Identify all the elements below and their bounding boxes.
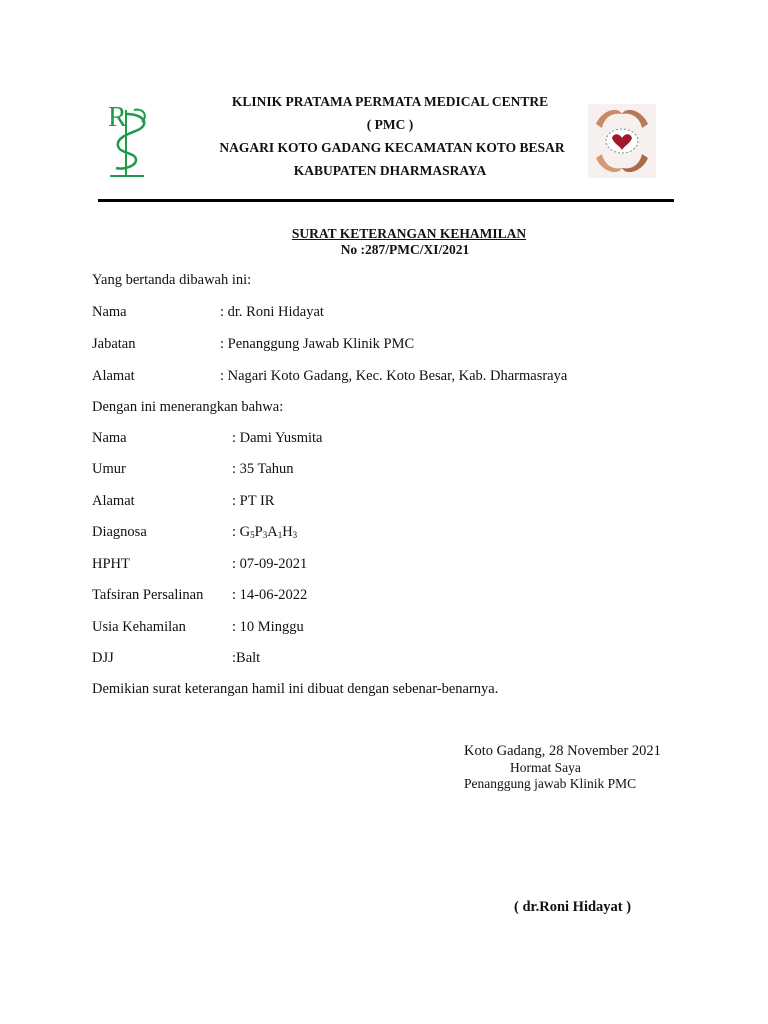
patient-address-label: Alamat (92, 493, 135, 509)
diagnosis-h-sub: 3 (292, 530, 298, 540)
patient-age-value: : 35 Tahun (232, 461, 294, 477)
closing-text: Demikian surat keterangan hamil ini dibuat dengan sebenar-benarnya. (92, 681, 499, 697)
hpht-label: HPHT (92, 556, 130, 572)
signer-role: Penanggung jawab Klinik PMC (464, 776, 637, 791)
patient-age-label: Umur (92, 461, 126, 477)
diagnosis-label: Diagnosa (92, 524, 147, 540)
djj-label: DJJ (92, 650, 114, 666)
patient-name-value: : Dami Yusmita (232, 430, 323, 446)
signer-position-value: : Penanggung Jawab Klinik PMC (220, 336, 415, 352)
patient-address-value: : PT IR (232, 493, 275, 509)
signer-name-value: : dr. Roni Hidayat (220, 304, 324, 320)
clinic-logo-right (588, 104, 656, 178)
clinic-name: KLINIK PRATAMA PERMATA MEDICAL CENTRE (231, 94, 549, 109)
clinic-abbrev: ( PMC ) (366, 117, 414, 132)
signer-signature-name: ( dr.Roni Hidayat ) (514, 899, 632, 915)
logo-letter: R (108, 102, 127, 133)
gestational-age-value: : 10 Minggu (232, 619, 304, 635)
diagnosis-value: : $G_5P_3A_1H_3$ (232, 524, 298, 540)
intro-text: Yang bertanda dibawah ini: (92, 272, 252, 288)
due-date-value: : 14-06-2022 (232, 587, 308, 603)
djj-value: :Balt (232, 650, 261, 666)
diagnosis-a-sub: 1 (277, 530, 283, 540)
hands-heart-icon (588, 104, 656, 178)
diagnosis-p-sub: 3 (262, 530, 268, 540)
clinic-address: NAGARI KOTO GADANG KECAMATAN KOTO BESAR (219, 140, 565, 155)
hpht-value: : 07-09-2021 (232, 556, 308, 572)
diagnosis-prefix: : G (232, 524, 251, 540)
patient-name-label: Nama (92, 430, 127, 446)
due-date-label: Tafsiran Persalinan (92, 587, 204, 603)
signer-position-label: Jabatan (92, 336, 136, 352)
document-title: SURAT KETERANGAN KEHAMILAN (291, 226, 527, 241)
place-date: Koto Gadang, 28 November 2021 (464, 743, 661, 759)
diagnosis-g-sub: 5 (250, 530, 255, 540)
signer-name-label: Nama (92, 304, 127, 320)
gestational-age-label: Usia Kehamilan (92, 619, 186, 635)
statement-text: Dengan ini menerangkan bahwa: (92, 399, 284, 415)
clinic-regency: KABUPATEN DHARMASRAYA (293, 163, 487, 178)
document-number: No :287/PMC/XI/2021 (340, 242, 470, 257)
header-rule (98, 199, 674, 202)
greeting: Hormat Saya (510, 760, 581, 775)
signer-address-label: Alamat (92, 368, 135, 384)
signer-address-value: : Nagari Koto Gadang, Kec. Koto Besar, Kab. Dharmasraya (220, 368, 568, 384)
